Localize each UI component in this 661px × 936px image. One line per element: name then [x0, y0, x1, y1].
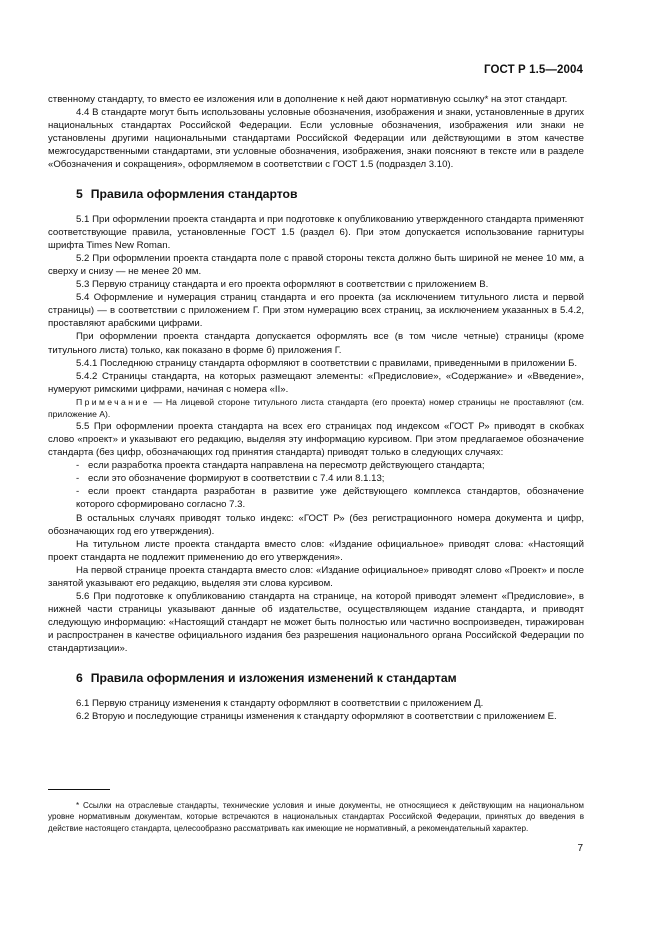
- paragraph-5-5-title-sheet: На титульном листе проекта стандарта вместо слов: «Издание официальное» приводят слова: «Настоящий проект стандарта не подлежит применению до его утверждения».: [48, 538, 584, 563]
- page-content: [48, 93, 584, 723]
- list-dash: -: [76, 473, 80, 485]
- note-label: Примечание: [76, 396, 150, 407]
- section-5-number: 5: [76, 186, 83, 201]
- paragraph-5-6: 5.6 При подготовке к опубликованию стандарта на странице, на которой приводят элемент «Предисловие», в нижней части страницы указывают данные об издательстве, осуществляющем издание стандарта, и приводят следующую информацию: «Настоящий стандарт не может быть полностью или частично воспроизведен, тиражирован и распространен в качестве официального издания без разрешения национального органа Российской Федерации по стандартизации».: [48, 591, 584, 655]
- section-5-title: Правила оформления стандартов: [90, 186, 298, 201]
- list-dash: -: [76, 486, 80, 498]
- list-item: [48, 485, 584, 511]
- paragraph-5-4-continued: При оформлении проекта стандарта допускается оформлять все (в том числе четные) страницы (кроме титульного листа) только, как показано в форме б) приложения Г.: [48, 331, 584, 356]
- paragraph-6-2: 6.2 Вторую и последующие страницы изменения к стандарту оформляют в соответствии с приложением Е.: [76, 710, 557, 722]
- section-6-number: 6: [76, 670, 83, 685]
- paragraph-4-4: 4.4 В стандарте могут быть использованы условные обозначения, изображения и знаки, установленные в других национальных стандартах Российской Федерации. Если условные обозначения, изображения или знаки не установлены другими национальными стандартами Российской Федерации или действующими в этом качестве межгосударственными стандартами, эти условные обозначения, изображения, знаки поясняют в тексте или в разделе «Обозначения и сокращения», оформляемом в соответствии с ГОСТ 1.5 (подраздел 3.10).: [48, 107, 584, 171]
- paragraph-5-4-2: 5.4.2 Страницы стандарта, на которых размещают элементы: «Предисловие», «Содержание» и «Введение», нумеруют римскими цифрами, начиная с номера «II».: [48, 370, 584, 395]
- footnote-divider: [48, 789, 110, 790]
- section-5-heading: [48, 186, 584, 202]
- paragraph-5-5-other-cases: В остальных случаях приводят только индекс: «ГОСТ Р» (без регистрационного номера документа и цифр, обозначающих год его утверждения).: [48, 512, 584, 537]
- paragraph-5-5: 5.5 При оформлении проекта стандарта на всех его страницах под индексом «ГОСТ Р» приводят в скобках слово «проект» и указывают его редакцию, выделяя эту информацию курсивом. При этом предлагаемое обозначение стандарта (без цифр, обозначающих год принятия стандарта) приводят только в следующих случаях:: [48, 420, 584, 459]
- paragraph-5-1: 5.1 При оформлении проекта стандарта и при подготовке к опубликованию утвержденного стандарта применяют соответствующие правила, установленные ГОСТ 1.5 (раздел 6). При этом допускается использование гарнитуры шрифта Times New Roman.: [48, 213, 584, 251]
- paragraph-5-3: 5.3 Первую страницу стандарта и его проекта оформляют в соответствии с приложением В.: [76, 279, 489, 291]
- section-6-heading: [48, 670, 584, 686]
- list-item: [48, 459, 584, 472]
- paragraph-5-2: 5.2 При оформлении проекта стандарта поле с правой стороны текста должно быть шириной не менее 10 мм, а сверху и снизу — не менее 20 мм.: [48, 252, 584, 277]
- paragraph-5-5-first-page: На первой странице проекта стандарта вместо слов: «Издание официальное» приводят слово «Проект» и после занятой указывают его редакцию, выделяя эти слова курсивом.: [48, 564, 584, 589]
- paragraph-continuation: ственному стандарту, то вместо ее изложения или в дополнение к ней дают нормативную ссылку* на этот стандарт.: [48, 94, 568, 105]
- section-6-title: Правила оформления и изложения изменений к стандартам: [90, 670, 457, 685]
- list-item-text: если это обозначение формируют в соответствии с 7.4 или 8.1.13;: [88, 473, 385, 485]
- paragraph-5-4-1: 5.4.1 Последнюю страницу стандарта оформляют в соответствии с правилами, приведенными в приложении Б.: [76, 357, 578, 369]
- list-item-text: если разработка проекта стандарта направлена на пересмотр действующего стандарта;: [88, 460, 485, 472]
- list-item-text: если проект стандарта разработан в развитие уже действующего комплекса стандартов, обозначение которого сформировано согласно 7.3.: [76, 486, 584, 511]
- note: [48, 396, 584, 420]
- footnote: * Ссылки на отраслевые стандарты, технические условия и иные документы, не относящиеся к действующим на национальном уровне нормативным документам, которые встречаются в национальных стандартах Российской Федерации, принятых до введения в действие настоящего стандарта, целесообразно рассматривать как имеющие не нормативный, а рекомендательный характер.: [48, 801, 584, 833]
- page-number: 7: [577, 843, 583, 854]
- list-dash: -: [76, 460, 80, 472]
- note-text: — На лицевой стороне титульного листа стандарта (его проекта) номер страницы не проставляют (см. приложение А).: [48, 396, 584, 419]
- paragraph-5-4: 5.4 Оформление и нумерация страниц стандарта и его проекта (за исключением титульного листа и первой страницы) — в соответствии с приложением Г. При этом нумерацию всех страниц, за исключением указанных в 5.4.2, проставляют арабскими цифрами.: [48, 292, 584, 330]
- standard-code-header: ГОСТ Р 1.5—2004: [484, 64, 583, 76]
- list-item: [48, 472, 584, 485]
- paragraph-6-1: 6.1 Первую страницу изменения к стандарту оформляют в соответствии с приложением Д.: [76, 697, 484, 709]
